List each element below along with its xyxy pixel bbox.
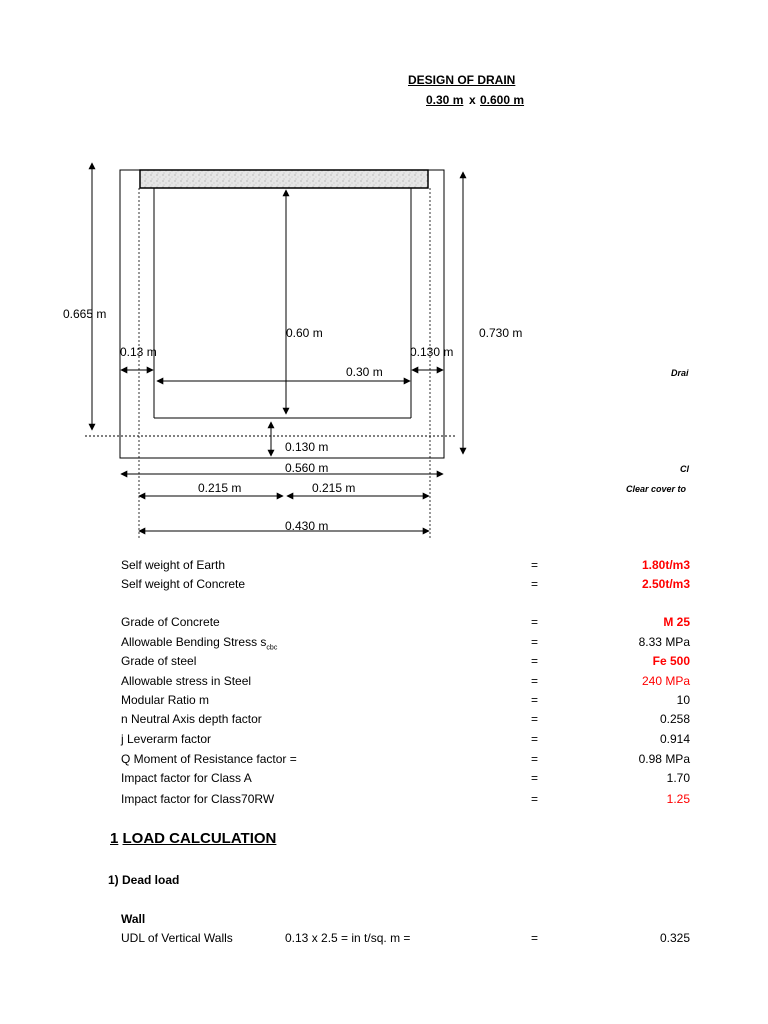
param-label: Modular Ratio m	[121, 693, 210, 707]
param-equals: =	[531, 674, 539, 688]
param-label: Grade of Concrete	[121, 615, 220, 629]
drain-size-height: 0.600 m	[480, 93, 525, 107]
dim-wall-left: 0.13 m	[120, 345, 157, 359]
param-value: 2.50t/m3	[641, 577, 690, 591]
param-label: Impact factor for Class A	[121, 771, 252, 785]
param-equals: =	[531, 635, 539, 649]
param-label: j Leverarm factor	[121, 732, 212, 746]
param-equals: =	[531, 752, 539, 766]
dim-half-left: 0.215 m	[198, 481, 242, 495]
dim-overall-width: 0.560 m	[285, 461, 329, 475]
param-equals: =	[531, 792, 539, 806]
param-equals: =	[531, 732, 539, 746]
param-value: 0.914	[659, 732, 690, 746]
param-value: 1.25	[666, 792, 690, 806]
param-label: Impact factor for Class70RW	[121, 792, 275, 806]
param-equals: =	[531, 771, 539, 785]
param-equals: =	[531, 693, 539, 707]
drain-size-width: 0.30 m	[426, 93, 464, 107]
document-title: DESIGN OF DRAIN	[408, 73, 516, 87]
subsection-title: 1) Dead load	[108, 873, 180, 887]
side-note-drai: Drai	[671, 368, 689, 378]
dim-base-thickness: 0.130 m	[285, 440, 329, 454]
param-equals: =	[531, 577, 539, 591]
param-label: Self weight of Earth	[121, 558, 226, 572]
param-label: Self weight of Concrete	[121, 577, 246, 591]
section-number: 1	[110, 830, 119, 847]
param-label: Grade of steel	[121, 654, 197, 668]
param-value: 10	[676, 693, 690, 707]
param-label: Allowable Bending Stress $s_{cbc}$	[121, 635, 278, 652]
param-label: n Neutral Axis depth factor	[121, 712, 262, 726]
dim-centre-width: 0.430 m	[285, 519, 329, 533]
param-value: Fe 500	[652, 654, 690, 668]
wall-udl-formula: 0.13 x 2.5 = in t/sq. m =	[285, 931, 411, 945]
param-value: 240 MPa	[641, 674, 690, 688]
param-value: 1.70	[666, 771, 690, 785]
param-equals: =	[531, 615, 539, 629]
side-note-cl: Cl	[680, 464, 689, 474]
param-equals: =	[531, 712, 539, 726]
top-slab	[140, 170, 428, 188]
param-value: M 25	[663, 615, 690, 629]
param-value: 0.258	[659, 712, 690, 726]
side-note-clear-cover: Clear cover to	[626, 484, 687, 494]
wall-heading: Wall	[121, 912, 146, 926]
param-value: 1.80t/m3	[641, 558, 690, 572]
wall-udl-equals: =	[531, 931, 539, 945]
param-equals: =	[531, 654, 539, 668]
param-equals: =	[531, 558, 539, 572]
dim-wall-right: 0.130 m	[410, 345, 454, 359]
param-value: 8.33 MPa	[638, 635, 690, 649]
wall-udl-label: UDL of Vertical Walls	[121, 931, 233, 945]
section-heading	[110, 830, 276, 847]
param-label: Q Moment of Resistance factor =	[121, 752, 297, 766]
wall-udl-value: 0.325	[659, 931, 690, 945]
dim-inner-width: 0.30 m	[346, 365, 383, 379]
dim-inner-height: 0.60 m	[286, 326, 323, 340]
param-label: Allowable stress in Steel	[121, 674, 252, 688]
drain-size-separator: x	[469, 93, 476, 107]
dim-overall-height-left: 0.665 m	[63, 307, 107, 321]
dim-half-right: 0.215 m	[312, 481, 356, 495]
param-value: 0.98 MPa	[638, 752, 690, 766]
drain-outer-outline	[120, 170, 444, 458]
dim-overall-height-right: 0.730 m	[479, 326, 523, 340]
section-title: LOAD CALCULATION	[122, 830, 277, 847]
